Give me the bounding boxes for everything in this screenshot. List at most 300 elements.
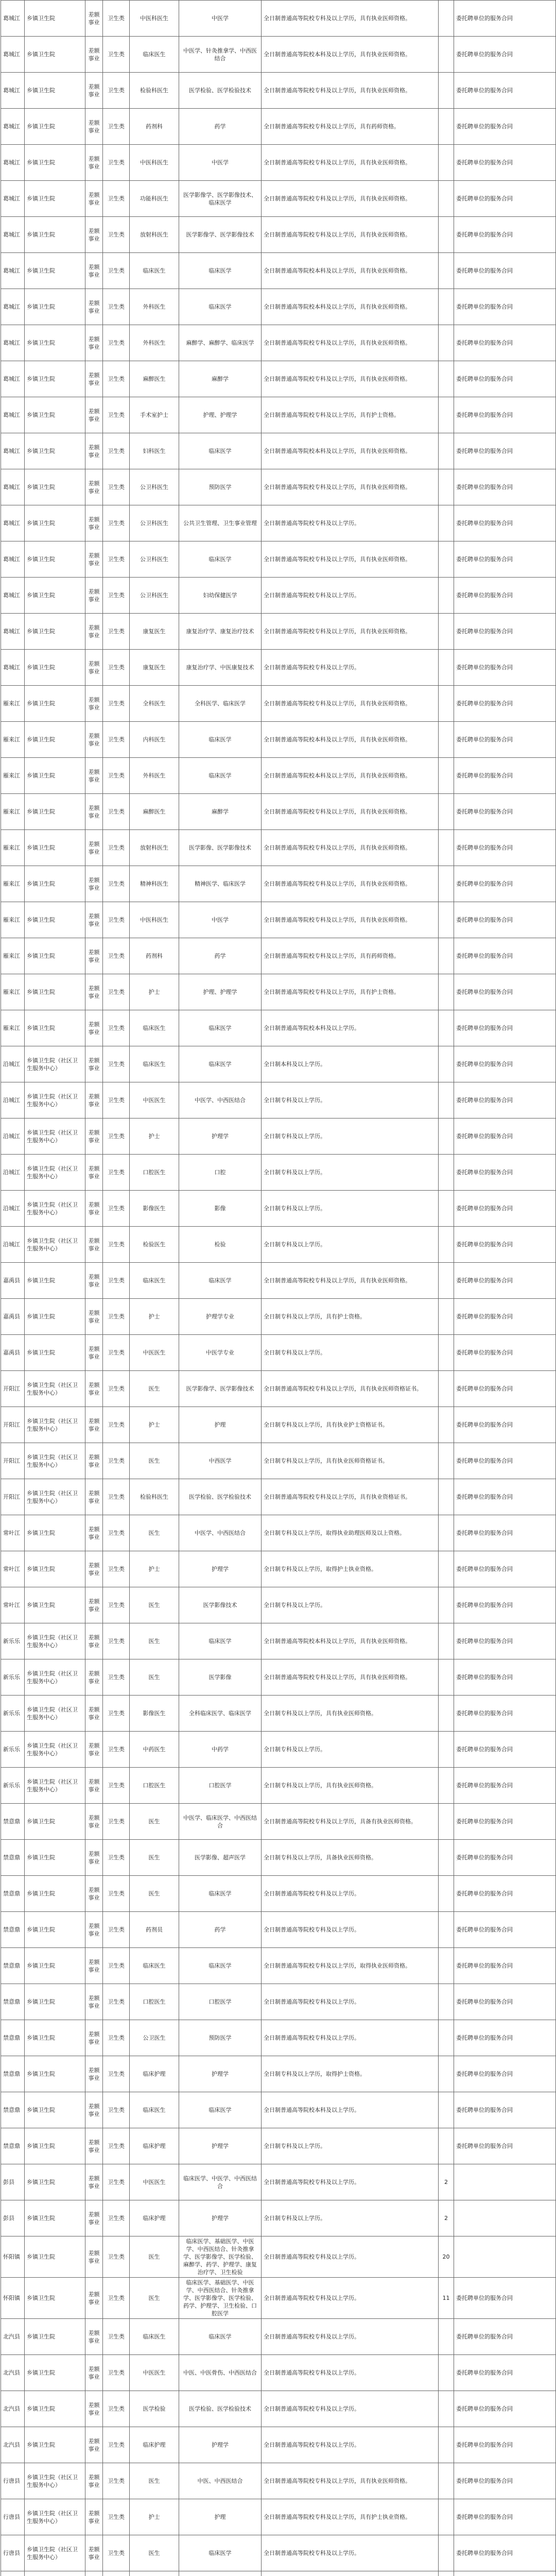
funding-type-cell: 差额事业 bbox=[85, 2355, 103, 2391]
requirement-cell: 全日制专科及以上学历。 bbox=[262, 1227, 439, 1263]
major-cell: 临床医学 bbox=[179, 1948, 262, 1984]
requirement-cell: 全日制普通高等院校专科及以上学历，具有护士资格。 bbox=[262, 397, 439, 433]
major-cell: 康复治疗学、康复治疗技术 bbox=[179, 614, 262, 650]
funding-type-cell: 差额事业 bbox=[85, 1912, 103, 1948]
major-cell: 护理、护理学 bbox=[179, 974, 262, 1010]
position-cell: 临床医生 bbox=[130, 253, 179, 289]
town-cell: 沿城江 bbox=[1, 1227, 25, 1263]
funding-type-cell: 差额事业 bbox=[85, 2427, 103, 2463]
remark-cell: 委托聘单位的服务合同 bbox=[454, 109, 556, 145]
town-cell: 葛城江 bbox=[1, 253, 25, 289]
major-cell: 临床医学 bbox=[179, 758, 262, 794]
unit-cell: 乡镇卫生院（社区卫生服务中心） bbox=[25, 1479, 85, 1515]
unit-cell: 乡镇卫生院（社区卫生服务中心） bbox=[25, 1191, 85, 1227]
category-cell: 卫生类 bbox=[103, 181, 130, 217]
table-row bbox=[1, 361, 556, 397]
requirement-cell: 全日制普通高等院校专科及以上学历。 bbox=[262, 1912, 439, 1948]
position-cell: 临床护理 bbox=[130, 2200, 179, 2236]
unit-cell: 乡镇卫生院 bbox=[25, 974, 85, 1010]
table-row bbox=[1, 902, 556, 938]
town-cell: 葛城江 bbox=[1, 145, 25, 181]
table-row bbox=[1, 1299, 556, 1335]
requirement-cell: 全日制专科及以上学历。 bbox=[262, 1732, 439, 1768]
category-cell: 卫生类 bbox=[103, 1623, 130, 1659]
requirement-cell: 全日制普通高等院校专科及以上学历。 bbox=[262, 1984, 439, 2020]
remark-cell: 委托聘单位的服务合同 bbox=[454, 2355, 556, 2391]
headcount-cell bbox=[439, 614, 454, 650]
unit-cell: 乡镇卫生院 bbox=[25, 2164, 85, 2200]
table-row bbox=[1, 469, 556, 505]
position-cell: 临床护理 bbox=[130, 2056, 179, 2092]
unit-cell: 乡镇卫生院 bbox=[25, 109, 85, 145]
town-cell: 常叶江 bbox=[1, 1515, 25, 1551]
major-cell: 医学影像学、医学影像技术 bbox=[179, 1371, 262, 1407]
position-cell: 医生 bbox=[130, 1443, 179, 1479]
headcount-cell bbox=[439, 289, 454, 325]
remark-cell: 委托聘单位的服务合同 bbox=[454, 1623, 556, 1659]
headcount-cell bbox=[439, 145, 454, 181]
requirement-cell: 全日制专科及以上学历，取得护士资格。 bbox=[262, 2056, 439, 2092]
requirement-cell: 全日制专科及以上学历，取得执业助理医师及以上资格。 bbox=[262, 1515, 439, 1551]
town-cell: 葛城江 bbox=[1, 541, 25, 578]
remark-cell bbox=[454, 2236, 556, 2278]
position-cell: 临床医生 bbox=[130, 37, 179, 73]
position-cell: 口腔医生 bbox=[130, 1984, 179, 2020]
funding-type-cell: 差额事业 bbox=[85, 686, 103, 722]
major-cell: 麻醉学、麻醉学、临床医学 bbox=[179, 325, 262, 361]
town-cell: 北汽县 bbox=[1, 2319, 25, 2355]
unit-cell: 乡镇卫生院 bbox=[25, 1984, 85, 2020]
category-cell: 卫生类 bbox=[103, 722, 130, 758]
town-cell: 雁来江 bbox=[1, 722, 25, 758]
remark-cell: 委托聘单位的服务合同 bbox=[454, 181, 556, 217]
position-cell: 麻醉医生 bbox=[130, 794, 179, 830]
major-cell: 医学影像学、医学影像技术 bbox=[179, 217, 262, 253]
town-cell: 雁来江 bbox=[1, 758, 25, 794]
funding-type-cell: 差额事业 bbox=[85, 73, 103, 109]
town-cell: 禁意鼎 bbox=[1, 2056, 25, 2092]
category-cell: 卫生类 bbox=[103, 361, 130, 397]
unit-cell: 乡镇卫生院（社区卫生服务中心） bbox=[25, 1227, 85, 1263]
table-row bbox=[1, 1191, 556, 1227]
requirement-cell: 全日制普通高等院校专科及以上学历，具有执业医师资格。 bbox=[262, 1, 439, 37]
remark-cell: 委托聘单位的服务合同 bbox=[454, 253, 556, 289]
unit-cell: 乡镇卫生院 bbox=[25, 758, 85, 794]
position-cell: 放射科医生 bbox=[130, 830, 179, 866]
table-row bbox=[1, 1155, 556, 1191]
unit-cell: 乡镇卫生院 bbox=[25, 2056, 85, 2092]
table-row bbox=[1, 614, 556, 650]
position-cell: 放射科医生 bbox=[130, 217, 179, 253]
unit-cell: 乡镇卫生院 bbox=[25, 361, 85, 397]
headcount-cell bbox=[439, 938, 454, 974]
funding-type-cell: 差额事业 bbox=[85, 1876, 103, 1912]
town-cell: 葛城江 bbox=[1, 181, 25, 217]
position-cell: 临床医生 bbox=[130, 1948, 179, 1984]
major-cell: 中医学、中西医结合 bbox=[179, 1515, 262, 1551]
headcount-cell bbox=[439, 1082, 454, 1118]
remark-cell: 委托聘单位的服务合同 bbox=[454, 361, 556, 397]
funding-type-cell: 差额事业 bbox=[85, 289, 103, 325]
town-cell: 雁来江 bbox=[1, 830, 25, 866]
remark-cell: 委托聘单位的服务合同 bbox=[454, 505, 556, 541]
headcount-cell bbox=[439, 73, 454, 109]
unit-cell: 乡镇卫生院 bbox=[25, 217, 85, 253]
remark-cell: 委托聘单位的服务合同 bbox=[454, 145, 556, 181]
table-row bbox=[1, 2427, 556, 2463]
table-row bbox=[1, 1443, 556, 1479]
requirement-cell: 全日制普通高等院校专科及以上学历。 bbox=[262, 2427, 439, 2463]
table-row bbox=[1, 1659, 556, 1696]
funding-type-cell: 差额事业 bbox=[85, 1155, 103, 1191]
position-cell: 精神科医生 bbox=[130, 866, 179, 902]
position-cell: 影像医生 bbox=[130, 1191, 179, 1227]
headcount-cell bbox=[439, 541, 454, 578]
funding-type-cell: 差额事业 bbox=[85, 2463, 103, 2499]
requirement-cell: 全日制普通高等院校专科及以上学历，具有药师资格。 bbox=[262, 109, 439, 145]
funding-type-cell: 差额事业 bbox=[85, 1732, 103, 1768]
table-row bbox=[1, 433, 556, 469]
table-row bbox=[1, 1515, 556, 1551]
table-row bbox=[1, 686, 556, 722]
position-cell: 临床护理 bbox=[130, 2128, 179, 2164]
major-cell: 医学检验、医学检验技术 bbox=[179, 2391, 262, 2427]
major-cell: 口腔医学 bbox=[179, 1768, 262, 1804]
headcount-cell bbox=[439, 217, 454, 253]
funding-type-cell: 差额事业 bbox=[85, 722, 103, 758]
funding-type-cell: 差额事业 bbox=[85, 1, 103, 37]
table-row bbox=[1, 2278, 556, 2319]
unit-cell: 乡镇卫生院 bbox=[25, 2092, 85, 2128]
major-cell: 临床医学 bbox=[179, 2092, 262, 2128]
remark-cell: 委托聘单位的服务合同 bbox=[454, 433, 556, 469]
headcount-cell bbox=[439, 2056, 454, 2092]
major-cell: 医学影像、医学影像技术 bbox=[179, 830, 262, 866]
headcount-cell bbox=[439, 2128, 454, 2164]
position-cell: 护士 bbox=[130, 2499, 179, 2535]
unit-cell: 乡镇卫生院 bbox=[25, 1804, 85, 1840]
remark-cell: 委托聘单位的服务合同 bbox=[454, 1227, 556, 1263]
headcount-cell bbox=[439, 1407, 454, 1443]
position-cell: 内科医生 bbox=[130, 722, 179, 758]
headcount-cell bbox=[439, 253, 454, 289]
table-row bbox=[1, 2535, 556, 2571]
remark-cell: 委托聘单位的服务合同 bbox=[454, 2020, 556, 2056]
town-cell: 行唐县 bbox=[1, 2535, 25, 2571]
requirement-cell: 全日制专科及以上学历。 bbox=[262, 2200, 439, 2236]
town-cell: 常叶江 bbox=[1, 1551, 25, 1587]
table-row bbox=[1, 2056, 556, 2092]
requirement-cell: 全日制普通高等院校专科及以上学历，具有执业医师资格。 bbox=[262, 794, 439, 830]
remark-cell: 委托聘单位的服务合同 bbox=[454, 325, 556, 361]
unit-cell: 乡镇卫生院（社区卫生服务中心） bbox=[25, 1659, 85, 1696]
category-cell: 卫生类 bbox=[103, 1876, 130, 1912]
remark-cell: 委托聘单位的服务合同 bbox=[454, 1371, 556, 1407]
category-cell: 卫生类 bbox=[103, 433, 130, 469]
requirement-cell: 全日制普通高等院校专科及以上学历，具有药师资格。 bbox=[262, 938, 439, 974]
town-cell: 禁意鼎 bbox=[1, 1840, 25, 1876]
unit-cell: 乡镇卫生院 bbox=[25, 1010, 85, 1046]
funding-type-cell: 差额事业 bbox=[85, 325, 103, 361]
remark-cell: 委托聘单位的服务合同 bbox=[454, 1515, 556, 1551]
table-row bbox=[1, 2092, 556, 2128]
headcount-cell: 2 bbox=[439, 2200, 454, 2236]
major-cell: 检验 bbox=[179, 1227, 262, 1263]
major-cell: 医学影像技术 bbox=[179, 1587, 262, 1623]
remark-cell: 委托聘单位的服务合同 bbox=[454, 1155, 556, 1191]
major-cell: 临床医学、基础医学、中医学、中西医结合、针灸推拿学、医学影像学、医学检验、药学、护理学、卫生检验、口腔医学 bbox=[179, 2278, 262, 2319]
table-row bbox=[1, 397, 556, 433]
remark-cell: 委托聘单位的服务合同 bbox=[454, 1443, 556, 1479]
headcount-cell bbox=[439, 2092, 454, 2128]
town-cell: 嘉禹县 bbox=[1, 1335, 25, 1371]
unit-cell: 乡镇卫生院 bbox=[25, 2427, 85, 2463]
table-row bbox=[1, 722, 556, 758]
funding-type-cell: 差额事业 bbox=[85, 1948, 103, 1984]
position-cell: 功能科医生 bbox=[130, 181, 179, 217]
position-cell: 检验医生 bbox=[130, 1227, 179, 1263]
unit-cell bbox=[25, 2571, 85, 2576]
category-cell: 卫生类 bbox=[103, 1443, 130, 1479]
headcount-cell bbox=[439, 37, 454, 73]
category-cell: 卫生类 bbox=[103, 1407, 130, 1443]
major-cell: 影像 bbox=[179, 1191, 262, 1227]
funding-type-cell: 差额事业 bbox=[85, 938, 103, 974]
town-cell: 葛城江 bbox=[1, 578, 25, 614]
remark-cell: 委托聘单位的服务合同 bbox=[454, 1479, 556, 1515]
unit-cell: 乡镇卫生院 bbox=[25, 650, 85, 686]
table-row bbox=[1, 2164, 556, 2200]
category-cell: 卫生类 bbox=[103, 938, 130, 974]
funding-type-cell: 差额事业 bbox=[85, 2092, 103, 2128]
table-row bbox=[1, 2499, 556, 2535]
remark-cell: 委托聘单位的服务合同 bbox=[454, 289, 556, 325]
unit-cell: 乡镇卫生院 bbox=[25, 181, 85, 217]
category-cell: 卫生类 bbox=[103, 2020, 130, 2056]
unit-cell: 乡镇卫生院（社区卫生服务中心） bbox=[25, 1623, 85, 1659]
headcount-cell bbox=[439, 1443, 454, 1479]
table-row bbox=[1, 578, 556, 614]
major-cell: 临床医学 bbox=[179, 289, 262, 325]
category-cell: 卫生类 bbox=[103, 1082, 130, 1118]
major-cell: 护理、护理学 bbox=[179, 397, 262, 433]
remark-cell: 委托聘单位的服务合同 bbox=[454, 1912, 556, 1948]
table-row bbox=[1, 830, 556, 866]
funding-type-cell: 差额事业 bbox=[85, 2391, 103, 2427]
remark-cell: 委托聘单位的服务合同 bbox=[454, 469, 556, 505]
headcount-cell bbox=[439, 866, 454, 902]
requirement-cell: 全日制普通高等院校专科及以上学历，具有护士执业资格。 bbox=[262, 2499, 439, 2535]
category-cell: 卫生类 bbox=[103, 866, 130, 902]
category-cell: 卫生类 bbox=[103, 2200, 130, 2236]
funding-type-cell: 差额事业 bbox=[85, 1335, 103, 1371]
position-cell: 药剂员 bbox=[130, 1912, 179, 1948]
table-row bbox=[1, 2319, 556, 2355]
table-row bbox=[1, 866, 556, 902]
headcount-cell bbox=[439, 181, 454, 217]
table-row bbox=[1, 974, 556, 1010]
position-cell: 医学检验 bbox=[130, 2391, 179, 2427]
requirement-cell: 全日制专科及以上学历。 bbox=[262, 1587, 439, 1623]
town-cell: 雁来江 bbox=[1, 938, 25, 974]
town-cell: 葛城江 bbox=[1, 361, 25, 397]
funding-type-cell: 差额事业 bbox=[85, 433, 103, 469]
category-cell: 卫生类 bbox=[103, 2427, 130, 2463]
major-cell: 护理 bbox=[179, 1407, 262, 1443]
town-cell: 雁来江 bbox=[1, 794, 25, 830]
requirement-cell: 全日制普通高等院校专科及以上学历，具有执业医师资格。 bbox=[262, 902, 439, 938]
headcount-cell bbox=[439, 1515, 454, 1551]
unit-cell: 乡镇卫生院 bbox=[25, 2236, 85, 2278]
table-row bbox=[1, 2571, 556, 2576]
position-cell: 医生 bbox=[130, 2463, 179, 2499]
table-row bbox=[1, 1732, 556, 1768]
category-cell bbox=[103, 2571, 130, 2576]
position-cell: 医生 bbox=[130, 1659, 179, 1696]
unit-cell: 乡镇卫生院 bbox=[25, 722, 85, 758]
position-cell: 妇科医生 bbox=[130, 433, 179, 469]
remark-cell: 委托聘单位的服务合同 bbox=[454, 2391, 556, 2427]
headcount-cell bbox=[439, 1623, 454, 1659]
town-cell: 葛城江 bbox=[1, 614, 25, 650]
table-row bbox=[1, 1227, 556, 1263]
funding-type-cell: 差额事业 bbox=[85, 2499, 103, 2535]
major-cell: 护理学 bbox=[179, 2200, 262, 2236]
town-cell: 新乐乐 bbox=[1, 1696, 25, 1732]
headcount-cell bbox=[439, 1010, 454, 1046]
table-row bbox=[1, 2020, 556, 2056]
table-row bbox=[1, 1371, 556, 1407]
category-cell: 卫生类 bbox=[103, 1659, 130, 1696]
headcount-cell bbox=[439, 1948, 454, 1984]
major-cell: 中医、中医骨伤、中西医结合 bbox=[179, 2355, 262, 2391]
requirement-cell: 全日制普通高等院校专科及以上学历，具有执业医师资格。 bbox=[262, 325, 439, 361]
position-cell: 医生 bbox=[130, 2236, 179, 2278]
headcount-cell bbox=[439, 2463, 454, 2499]
major-cell: 中医学专业 bbox=[179, 1335, 262, 1371]
category-cell: 卫生类 bbox=[103, 2092, 130, 2128]
town-cell: 葛城江 bbox=[1, 469, 25, 505]
town-cell: 沿城江 bbox=[1, 1118, 25, 1155]
table-row bbox=[1, 37, 556, 73]
town-cell: 葛城江 bbox=[1, 325, 25, 361]
position-cell: 口腔医生 bbox=[130, 1155, 179, 1191]
table-row bbox=[1, 1, 556, 37]
requirement-cell: 全日制专科及以上学历，具有护士资格。 bbox=[262, 1299, 439, 1335]
funding-type-cell: 差额事业 bbox=[85, 2278, 103, 2319]
unit-cell: 乡镇卫生院 bbox=[25, 541, 85, 578]
headcount-cell bbox=[439, 2020, 454, 2056]
unit-cell: 乡镇卫生院 bbox=[25, 830, 85, 866]
town-cell: 彭县 bbox=[1, 2164, 25, 2200]
requirement-cell: 全日制普通高等院校专科及以上学历，具有执业医师资格。 bbox=[262, 686, 439, 722]
requirement-cell: 全日制普通高等院校专科及以上学历。 bbox=[262, 578, 439, 614]
major-cell: 医学影像、超声医学 bbox=[179, 1840, 262, 1876]
major-cell: 全科临床医学、临床医学 bbox=[179, 1696, 262, 1732]
unit-cell: 乡镇卫生院 bbox=[25, 469, 85, 505]
funding-type-cell: 差额事业 bbox=[85, 2236, 103, 2278]
unit-cell: 乡镇卫生院（社区卫生服务中心） bbox=[25, 1082, 85, 1118]
funding-type-cell: 差额事业 bbox=[85, 902, 103, 938]
town-cell: 葛城江 bbox=[1, 397, 25, 433]
funding-type-cell: 差额事业 bbox=[85, 866, 103, 902]
position-cell: 医生 bbox=[130, 1371, 179, 1407]
headcount-cell bbox=[439, 1263, 454, 1299]
major-cell: 临床医学、基础医学、中医学、中西医结合、针灸推拿学、医学影像学、医学检验、麻醉学、药学、护理学、康复治疗学、卫生检验 bbox=[179, 2236, 262, 2278]
remark-cell: 委托聘单位的服务合同 bbox=[454, 1587, 556, 1623]
major-cell: 中医学 bbox=[179, 1, 262, 37]
headcount-cell bbox=[439, 1155, 454, 1191]
position-cell: 公卫医生 bbox=[130, 2020, 179, 2056]
unit-cell: 乡镇卫生院（社区卫生服务中心） bbox=[25, 1371, 85, 1407]
funding-type-cell: 差额事业 bbox=[85, 253, 103, 289]
major-cell: 药学 bbox=[179, 1912, 262, 1948]
remark-cell: 委托聘单位的服务合同 bbox=[454, 2319, 556, 2355]
category-cell: 卫生类 bbox=[103, 541, 130, 578]
position-cell: 药剂科 bbox=[130, 109, 179, 145]
remark-cell: 委托聘单位的服务合同 bbox=[454, 902, 556, 938]
position-cell: 中医医生 bbox=[130, 2164, 179, 2200]
funding-type-cell: 差额事业 bbox=[85, 1623, 103, 1659]
unit-cell: 乡镇卫生院 bbox=[25, 1335, 85, 1371]
town-cell: 禁意鼎 bbox=[1, 1912, 25, 1948]
unit-cell: 乡镇卫生院 bbox=[25, 253, 85, 289]
requirement-cell: 全日制普通高等院校专科及以上学历，取得执业医师资格。 bbox=[262, 1948, 439, 1984]
funding-type-cell: 差额事业 bbox=[85, 1082, 103, 1118]
category-cell: 卫生类 bbox=[103, 1191, 130, 1227]
table-row bbox=[1, 1263, 556, 1299]
funding-type-cell: 差额事业 bbox=[85, 505, 103, 541]
table-row bbox=[1, 181, 556, 217]
category-cell: 卫生类 bbox=[103, 2463, 130, 2499]
remark-cell: 委托聘单位的服务合同 bbox=[454, 1046, 556, 1082]
headcount-cell bbox=[439, 109, 454, 145]
requirement-cell: 全日制普通高等院校本科及以上学历，具有执业医师资格。 bbox=[262, 253, 439, 289]
category-cell: 卫生类 bbox=[103, 758, 130, 794]
table-row bbox=[1, 2236, 556, 2278]
remark-cell: 委托聘单位的服务合同 bbox=[454, 722, 556, 758]
position-cell: 中医医生 bbox=[130, 1082, 179, 1118]
funding-type-cell bbox=[85, 2571, 103, 2576]
funding-type-cell: 差额事业 bbox=[85, 361, 103, 397]
town-cell: 北汽县 bbox=[1, 2355, 25, 2391]
town-cell bbox=[1, 2571, 25, 2576]
table-row bbox=[1, 1696, 556, 1732]
funding-type-cell: 差额事业 bbox=[85, 1479, 103, 1515]
town-cell: 禁意鼎 bbox=[1, 2020, 25, 2056]
category-cell: 卫生类 bbox=[103, 2499, 130, 2535]
headcount-cell bbox=[439, 2499, 454, 2535]
remark-cell: 委托聘单位的服务合同 bbox=[454, 2427, 556, 2463]
table-row bbox=[1, 1984, 556, 2020]
position-cell: 公卫科医生 bbox=[130, 541, 179, 578]
category-cell: 卫生类 bbox=[103, 902, 130, 938]
requirement-cell: 全日制普通高等院校专科及以上学历。 bbox=[262, 2319, 439, 2355]
unit-cell: 乡镇卫生院 bbox=[25, 866, 85, 902]
category-cell: 卫生类 bbox=[103, 2535, 130, 2571]
remark-cell: 委托聘单位的服务合同 bbox=[454, 1082, 556, 1118]
table-row bbox=[1, 1876, 556, 1912]
category-cell: 卫生类 bbox=[103, 2236, 130, 2278]
unit-cell: 乡镇卫生院 bbox=[25, 2391, 85, 2427]
town-cell: 禁意鼎 bbox=[1, 1876, 25, 1912]
headcount-cell bbox=[439, 1191, 454, 1227]
unit-cell: 乡镇卫生院 bbox=[25, 938, 85, 974]
headcount-cell bbox=[439, 1840, 454, 1876]
funding-type-cell: 差额事业 bbox=[85, 794, 103, 830]
requirement-cell: 全日制普通高等院校专科及以上学历。 bbox=[262, 2164, 439, 2200]
category-cell: 卫生类 bbox=[103, 2164, 130, 2200]
